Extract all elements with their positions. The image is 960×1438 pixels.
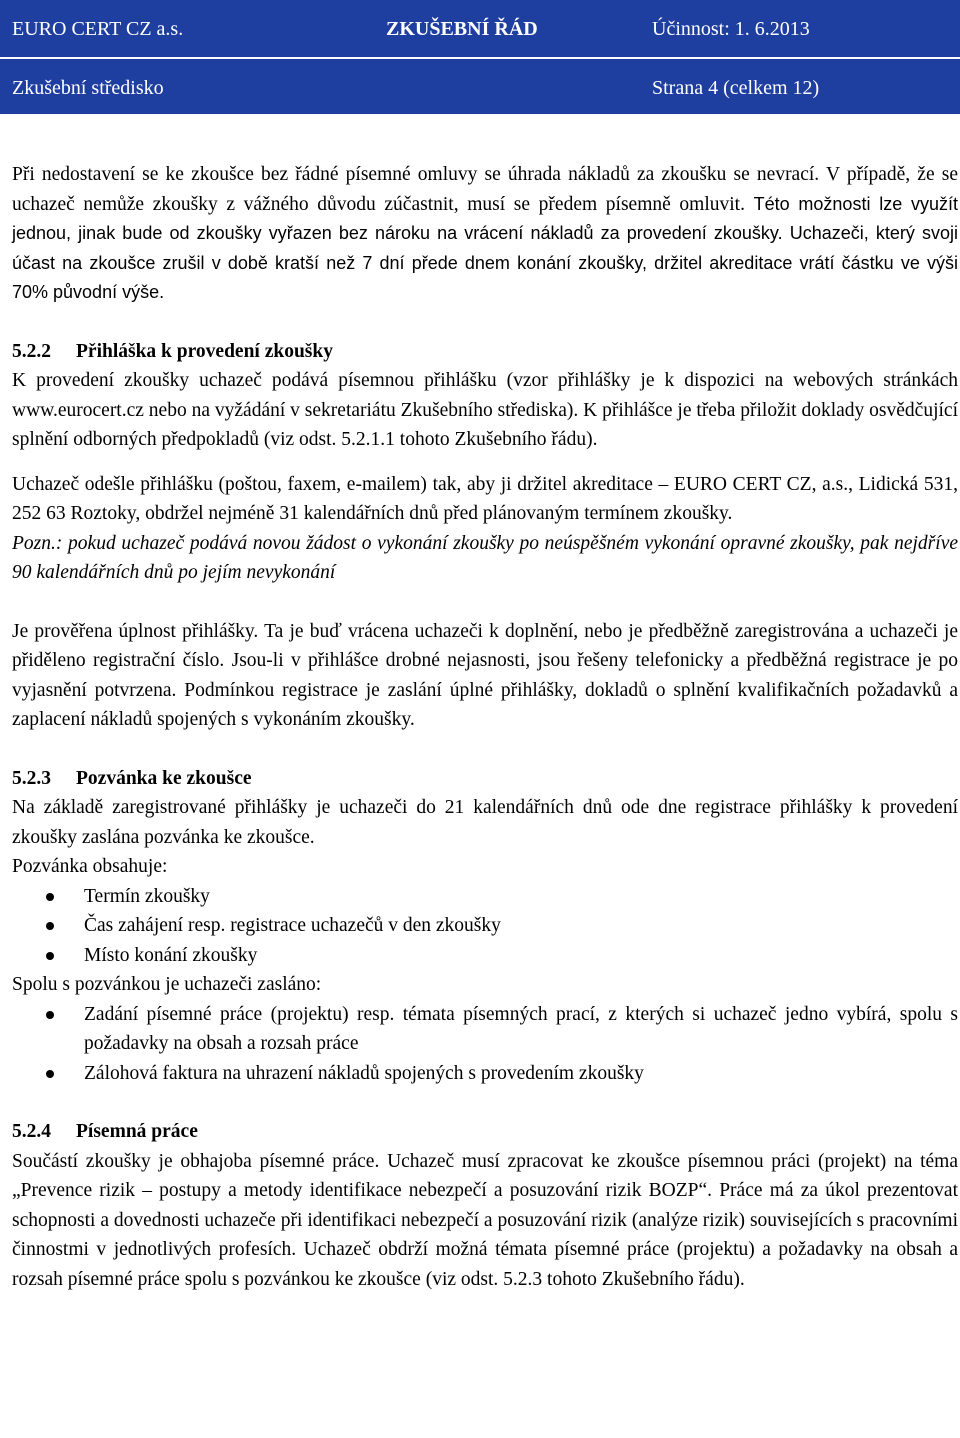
header-organization: EURO CERT CZ a.s. xyxy=(12,18,184,40)
sent-items-list xyxy=(12,1000,958,1089)
section-title: Pozvánka ke zkoušce xyxy=(76,767,252,789)
list-item-text: Termín zkoušky xyxy=(84,885,210,907)
section-522-paragraph-2: Uchazeč odešle přihlášku (poštou, faxem, e-mailem) tak, aby ji držitel akreditace – EURO CERT CZ, a.s., Lidická 531, 252 63 Roztoky, obdržel nejméně 31 kalendářních dnů před plánovaným termínem zkoušky. xyxy=(12,473,958,524)
list-item-text: Čas zahájení resp. registrace uchazečů v den zkoušky xyxy=(84,915,501,936)
section-523-paragraph-1: Na základě zaregistrované přihlášky je uchazeči do 21 kalendářních dnů ode dne registrace přihlášky k provedení zkoušky zaslána pozvánka ke zkoušce. xyxy=(12,797,958,848)
bullet-icon xyxy=(46,952,54,960)
section-heading-5-2-2 xyxy=(12,337,958,367)
bullet-icon xyxy=(46,1070,54,1078)
header-effective-date: Účinnost: 1. 6.2013 xyxy=(652,18,810,40)
section-522-paragraph-3: Je prověřena úplnost přihlášky. Ta je buď vrácena uchazeči k doplnění, nebo je předběžně zaregistrována a uchazeči je přiděleno registrační číslo. Jsou-li v přihlášce drobné nejasnosti, jsou řešeny telefonicky a předběžná registrace je po vyjasnění potvrzena. Podmínkou registrace je zaslání úplné přihlášky, dokladů o splnění kvalifikačních požadavků a zaplacení nákladů spojených s vykonáním zkoušky. xyxy=(12,620,958,730)
list-item xyxy=(12,1000,958,1059)
sent-items-intro: Spolu s pozvánkou je uchazeči zasláno: xyxy=(12,974,322,995)
invitation-contents-intro: Pozvánka obsahuje: xyxy=(12,856,168,877)
section-522-paragraph-1: K provedení zkoušky uchazeč podává písemnou přihlášku (vzor přihlášky je k dispozici na webových stránkách www.eurocert.cz nebo na vyžádání v sekretariátu Zkušebního střediska). K přihlášce je třeba přiložit doklady osvědčující splnění odborných předpokladů (viz odst. 5.2.1.1 tohoto Zkušebního řádu). xyxy=(12,370,958,450)
header-row-bottom xyxy=(0,57,960,116)
section-number: 5.2.2 xyxy=(12,340,51,362)
list-item xyxy=(12,911,958,941)
section-heading-5-2-3 xyxy=(12,764,958,794)
section-number: 5.2.3 xyxy=(12,767,51,789)
header-department: Zkušební středisko xyxy=(12,77,164,99)
list-item-text: Místo konání zkoušky xyxy=(84,944,258,966)
section-524-paragraph-1: Součástí zkoušky je obhajoba písemné práce. Uchazeč musí zpracovat ke zkoušce písemnou práci (projekt) na téma „Prevence rizik – postupy a metody identifikace nebezpečí a posuzování rizik BOZP“. Práce má za úkol prezentovat schopnosti a dovednosti uchazeče při identifikaci nebezpečí a posuzování rizik (analýze rizik) souvisejících s pracovními činnostmi v jednotlivých profesích. Uchazeč obdrží možná témata písemné práce (projektu) a požadavky na obsah a rozsah písemné práce spolu s pozvánkou ke zkoušce (viz odst. 5.2.3 tohoto Zkušebního řádu). xyxy=(12,1150,958,1290)
bullet-icon xyxy=(46,1011,54,1019)
list-item xyxy=(12,941,958,971)
bullet-icon xyxy=(46,922,54,930)
list-item-text: Zálohová faktura na uhrazení nákladů spojených s provedením zkoušky xyxy=(84,1062,644,1084)
section-title: Přihláška k provedení zkoušky xyxy=(76,340,333,362)
list-item xyxy=(12,882,958,912)
bullet-icon xyxy=(46,893,54,901)
list-item xyxy=(12,1059,958,1089)
invitation-contents-list xyxy=(12,882,958,971)
section-number: 5.2.4 xyxy=(12,1121,51,1142)
document-header xyxy=(0,0,960,114)
section-title: Písemná práce xyxy=(76,1121,198,1142)
header-page-number: Strana 4 (celkem 12) xyxy=(652,77,820,99)
section-heading-5-2-4 xyxy=(12,1117,958,1147)
intro-serif-text: Při nedostavení se ke zkoušce bez řádné písemné omluvy se úhrada nákladů za zkoušku se nevrací. V případě, že se uchazeč nemůže zkoušky z vážného důvodu zúčastnit, musí se předem písemně omluvit. xyxy=(12,164,958,215)
intro-paragraph xyxy=(12,160,958,308)
list-item-text: Zadání písemné práce (projektu) resp. témata písemných prací, z kterých si uchazeč jedno vybírá, spolu s požadavky na obsah a rozsah práce xyxy=(84,1003,958,1054)
intro-sans-text: Této možnosti lze využít jednou, jinak bude od zkoušky vyřazen bez nároku na vrácení nákladů za provedení zkoušky. Uchazeči, který svoji účast na zkoušce zrušil v době kratší než 7 dní přede dnem konání zkoušky, držitel akreditace vrátí částku ve výši 70% původní výše. xyxy=(12,193,959,302)
header-document-title: ZKUŠEBNÍ ŘÁD xyxy=(386,18,538,40)
header-row-top xyxy=(0,0,960,57)
section-522-note: Pozn.: pokud uchazeč podává novou žádost o vykonání zkoušky po neúspěšném vykonání opravné zkoušky, pak nejdříve 90 kalendářních dnů po jejím nevykonání xyxy=(12,532,958,583)
document-body xyxy=(12,160,958,1294)
